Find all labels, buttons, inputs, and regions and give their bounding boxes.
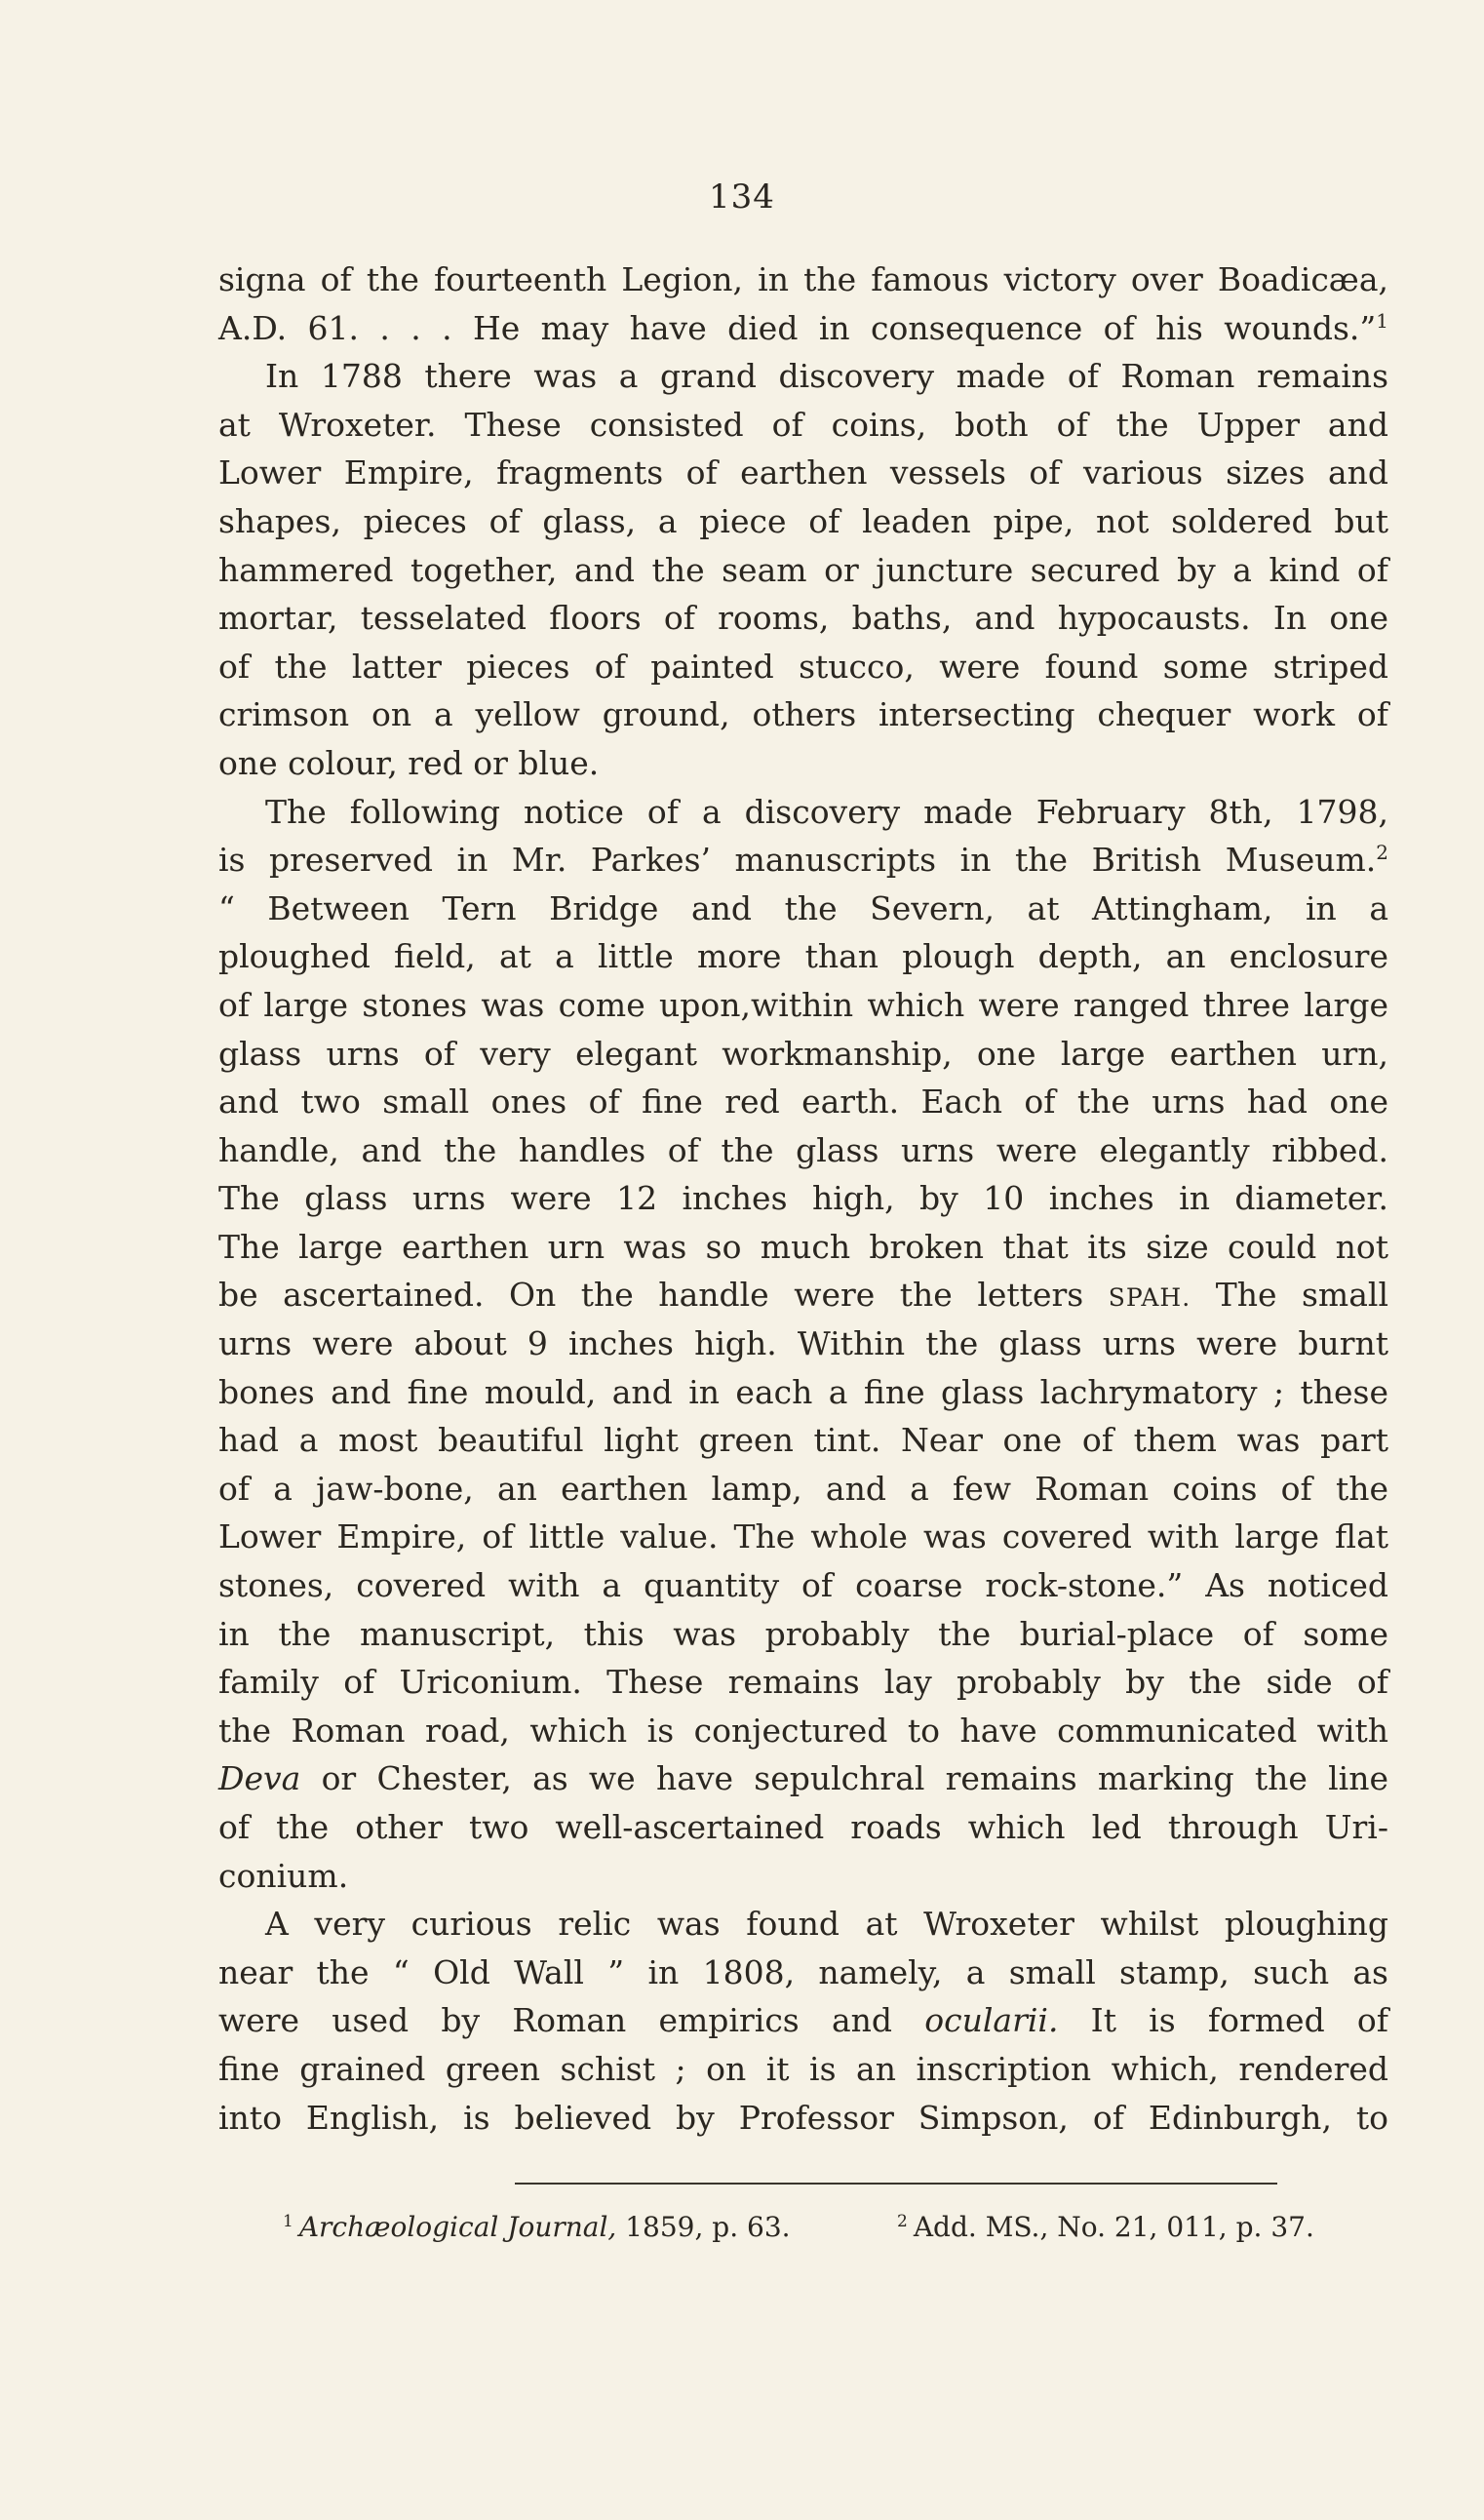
text-line: In 1788 there was a grand discovery made of Roman remains (265, 357, 1388, 396)
text-line: The following notice of a discovery made February 8th, 1798, (265, 792, 1388, 831)
text-line: into English, is believed by Professor Simpson, of Edinburgh, to (218, 2098, 1388, 2137)
text-line-content: It is formed of (1090, 2001, 1388, 2040)
footnote-ref-2: 2 (1376, 841, 1388, 865)
inscription-letters: SPAH. (1108, 1283, 1191, 1313)
text-line: The large earthen urn was so much broken that its size could not (218, 1227, 1388, 1266)
text-line: at Wroxeter. These consisted of coins, both of the Upper and (218, 405, 1388, 444)
text-line: the Roman road, which is conjectured to have communicated with (218, 1711, 1388, 1750)
text-line: glass urns of very elegant workmanship, one large earthen urn, (218, 1034, 1388, 1073)
text-line (218, 1996, 1388, 2045)
text-line: hammered together, and the seam or juncture secured by a kind of (218, 550, 1388, 589)
footnotes (283, 2206, 1375, 2249)
text-line: ploughed field, at a little more than plough depth, an enclosure (218, 937, 1388, 976)
text-line: mortar, tesselated floors of rooms, baths, and hypocausts. In one (218, 599, 1388, 638)
text-line: handle, and the handles of the glass urns were elegantly ribbed. (218, 1130, 1388, 1169)
footnote-text: 1859, p. 63. (625, 2211, 791, 2243)
text-line (218, 1754, 1388, 1803)
text-line-content: is preserved in Mr. Parkes’ manuscripts in the British Museum. (218, 841, 1377, 880)
text-line: shapes, pieces of glass, a piece of leaden pipe, not soldered but (218, 501, 1388, 540)
text-line-content: be ascertained. On the handle were the letters (218, 1276, 1084, 1315)
text-line: signa of the fourteenth Legion, in the famous victory over Boadicæa, (218, 260, 1388, 298)
footnote-ref-1: 1 (1376, 308, 1388, 333)
text-line: near the “ Old Wall ” in 1808, namely, a small stamp, such as (218, 1952, 1388, 1991)
text-line: stones, covered with a quantity of coarse rock-stone.” As noticed (218, 1566, 1388, 1605)
text-line: Lower Empire, of little value. The whole was covered with large flat (218, 1517, 1388, 1556)
footnote-mark: 2 (897, 2211, 908, 2231)
journal-title: Archæological Journal, (298, 2211, 617, 2243)
text-line: conium. (218, 1856, 349, 1895)
deva-italic: Deva (218, 1759, 301, 1798)
text-line: urns were about 9 inches high. Within the glass urns were burnt (218, 1324, 1388, 1363)
footnote-2 (897, 2206, 1314, 2249)
footnote-text: Add. MS., No. 21, 011, p. 37. (913, 2211, 1314, 2243)
text-line: in the manuscript, this was probably the burial-place of some (218, 1614, 1388, 1653)
text-line: crimson on a yellow ground, others intersecting chequer work of (218, 695, 1388, 734)
text-line-content: were used by Roman empirics and (218, 2001, 893, 2040)
text-line: fine grained green schist ; on it is an inscription which, rendered (218, 2049, 1388, 2088)
text-line-content: The small (1215, 1276, 1388, 1315)
footnote-mark: 1 (283, 2211, 293, 2231)
text-line: bones and fine mould, and in each a fine glass lachrymatory ; these (218, 1372, 1388, 1411)
text-line: of the other two well-ascertained roads which led through Uri- (218, 1808, 1388, 1846)
footnote-divider (515, 2183, 1277, 2185)
text-line: Lower Empire, fragments of earthen vessels of various sizes and (218, 453, 1388, 492)
text-line: one colour, red or blue. (218, 743, 600, 782)
body-text (218, 256, 1388, 2142)
text-line: family of Uriconium. These remains lay probably by the side of (218, 1663, 1388, 1702)
text-line (218, 836, 1388, 885)
text-line: The glass urns were 12 inches high, by 10 inches in diameter. (218, 1179, 1388, 1218)
text-line (218, 304, 1388, 353)
text-line-content: or Chester, as we have sepulchral remains marking the line (321, 1759, 1388, 1798)
text-line: and two small ones of fine red earth. Each of the urns had one (218, 1083, 1388, 1122)
text-line: of large stones was come upon,within which were ranged three large (218, 985, 1388, 1024)
ocularii-italic: ocularii. (924, 2001, 1059, 2040)
text-line (218, 1271, 1388, 1319)
text-line-content: A.D. 61. . . . He may have died in consequence of his wounds.” (218, 308, 1377, 347)
text-line: of a jaw-bone, an earthen lamp, and a few Roman coins of the (218, 1469, 1388, 1508)
text-line: “ Between Tern Bridge and the Severn, at Attingham, in a (218, 888, 1388, 927)
text-line: of the latter pieces of painted stucco, were found some striped (218, 647, 1388, 686)
page-number: 134 (709, 177, 775, 217)
text-line: had a most beautiful light green tint. Near one of them was part (218, 1421, 1388, 1460)
text-line: A very curious relic was found at Wroxeter whilst ploughing (265, 1905, 1388, 1944)
footnote-1 (283, 2206, 791, 2249)
